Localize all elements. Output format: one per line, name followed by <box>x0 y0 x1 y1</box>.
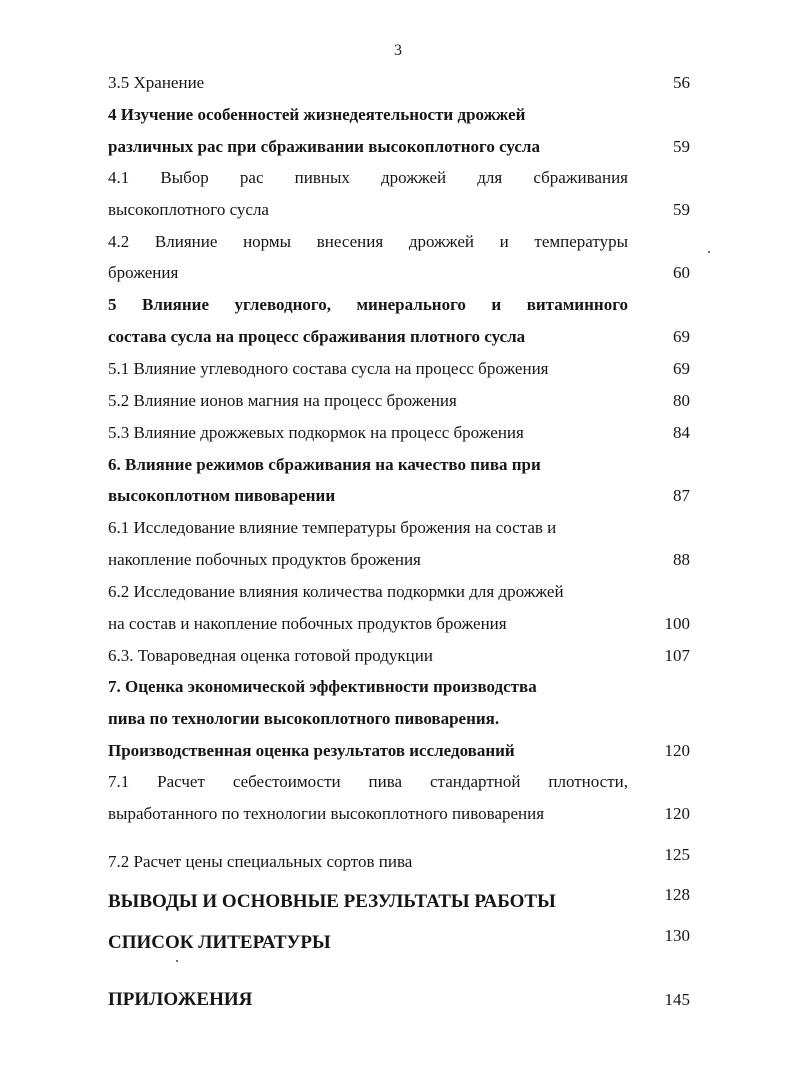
toc-entry-6-3: 6.3. Товароведная оценка готовой продукции <box>108 646 433 665</box>
toc-page-7-1: 120 <box>664 804 690 823</box>
toc-page-5-1: 69 <box>673 359 690 378</box>
toc-entry-7-2: 7.2 Расчет цены специальных сортов пива <box>108 852 413 871</box>
toc-entry-4-1-line2: высокоплотного сусла <box>108 200 269 219</box>
toc-entry-5-3: 5.3 Влияние дрожжевых подкормок на процесс брожения <box>108 423 524 442</box>
scan-speck <box>176 960 178 962</box>
toc-entry-7-line3: Производственная оценка результатов исследований <box>108 741 515 760</box>
toc-entry-7-1-line1: 7.1 Расчет себестоимости пива стандартной плотности, <box>108 772 628 791</box>
toc-page-5: 69 <box>673 327 690 346</box>
toc-page-4: 59 <box>673 137 690 156</box>
toc-entry-references: СПИСОК ЛИТЕРАТУРЫ <box>108 932 331 953</box>
toc-page-4-2: 60 <box>673 263 690 282</box>
page-number: 3 <box>394 42 402 59</box>
toc-entry-appendices: ПРИЛОЖЕНИЯ <box>108 989 253 1010</box>
toc-entry-4-line2: различных рас при сбраживании высокоплотного сусла <box>108 137 540 156</box>
toc-entry-3-5: 3.5 Хранение <box>108 73 205 92</box>
toc-page-6-1: 88 <box>673 550 690 569</box>
toc-page-references: 130 <box>664 926 690 945</box>
toc-page-appendices: 145 <box>664 990 690 1009</box>
toc-entry-6-line1: 6. Влияние режимов сбраживания на качество пива при <box>108 455 541 474</box>
scan-speck <box>708 251 710 253</box>
toc-entry-7-line1: 7. Оценка экономической эффективности производства <box>108 677 537 696</box>
toc-page-4-1: 59 <box>673 200 690 219</box>
toc-entry-6-1-line1: 6.1 Исследование влияние температуры брожения на состав и <box>108 518 557 537</box>
toc-entry-7-1-line2: выработанного по технологии высокоплотного пивоварения <box>108 804 545 823</box>
toc-page-3-5: 56 <box>673 73 690 92</box>
toc-page-6-3: 107 <box>664 646 690 665</box>
toc-entry-5-2: 5.2 Влияние ионов магния на процесс брожения <box>108 391 457 410</box>
toc-entry-5-line1: 5 Влияние углеводного, минерального и витаминного <box>108 295 628 314</box>
toc-entry-4-line1: 4 Изучение особенностей жизнедеятельности дрожжей <box>108 105 526 124</box>
toc-entry-7-line2: пива по технологии высокоплотного пивоварения. <box>108 709 500 728</box>
toc-entry-4-1-line1: 4.1 Выбор рас пивных дрожжей для сбраживания <box>108 168 628 187</box>
toc-entry-4-2-line2: брожения <box>108 263 179 282</box>
toc-page-conclusions: 128 <box>664 885 690 904</box>
toc-page-7: 120 <box>664 741 690 760</box>
toc-entry-5-line2: состава сусла на процесс сбраживания плотного сусла <box>108 327 526 346</box>
toc-entry-6-1-line2: накопление побочных продуктов брожения <box>108 550 421 569</box>
toc-entry-6-2-line2: на состав и накопление побочных продуктов брожения <box>108 614 507 633</box>
toc-entry-conclusions: ВЫВОДЫ И ОСНОВНЫЕ РЕЗУЛЬТАТЫ РАБОТЫ <box>108 891 556 912</box>
toc-entry-6-line2: высокоплотном пивоварении <box>108 486 336 505</box>
toc-page-5-2: 80 <box>673 391 690 410</box>
toc-page-6: 87 <box>673 486 690 505</box>
toc-page-7-2: 125 <box>664 845 690 864</box>
toc-entry-6-2-line1: 6.2 Исследование влияния количества подкормки для дрожжей <box>108 582 564 601</box>
toc-entry-4-2-line1: 4.2 Влияние нормы внесения дрожжей и температуры <box>108 232 628 251</box>
toc-page-6-2: 100 <box>664 614 690 633</box>
toc-entry-5-1: 5.1 Влияние углеводного состава сусла на процесс брожения <box>108 359 549 378</box>
toc-page-5-3: 84 <box>673 423 690 442</box>
